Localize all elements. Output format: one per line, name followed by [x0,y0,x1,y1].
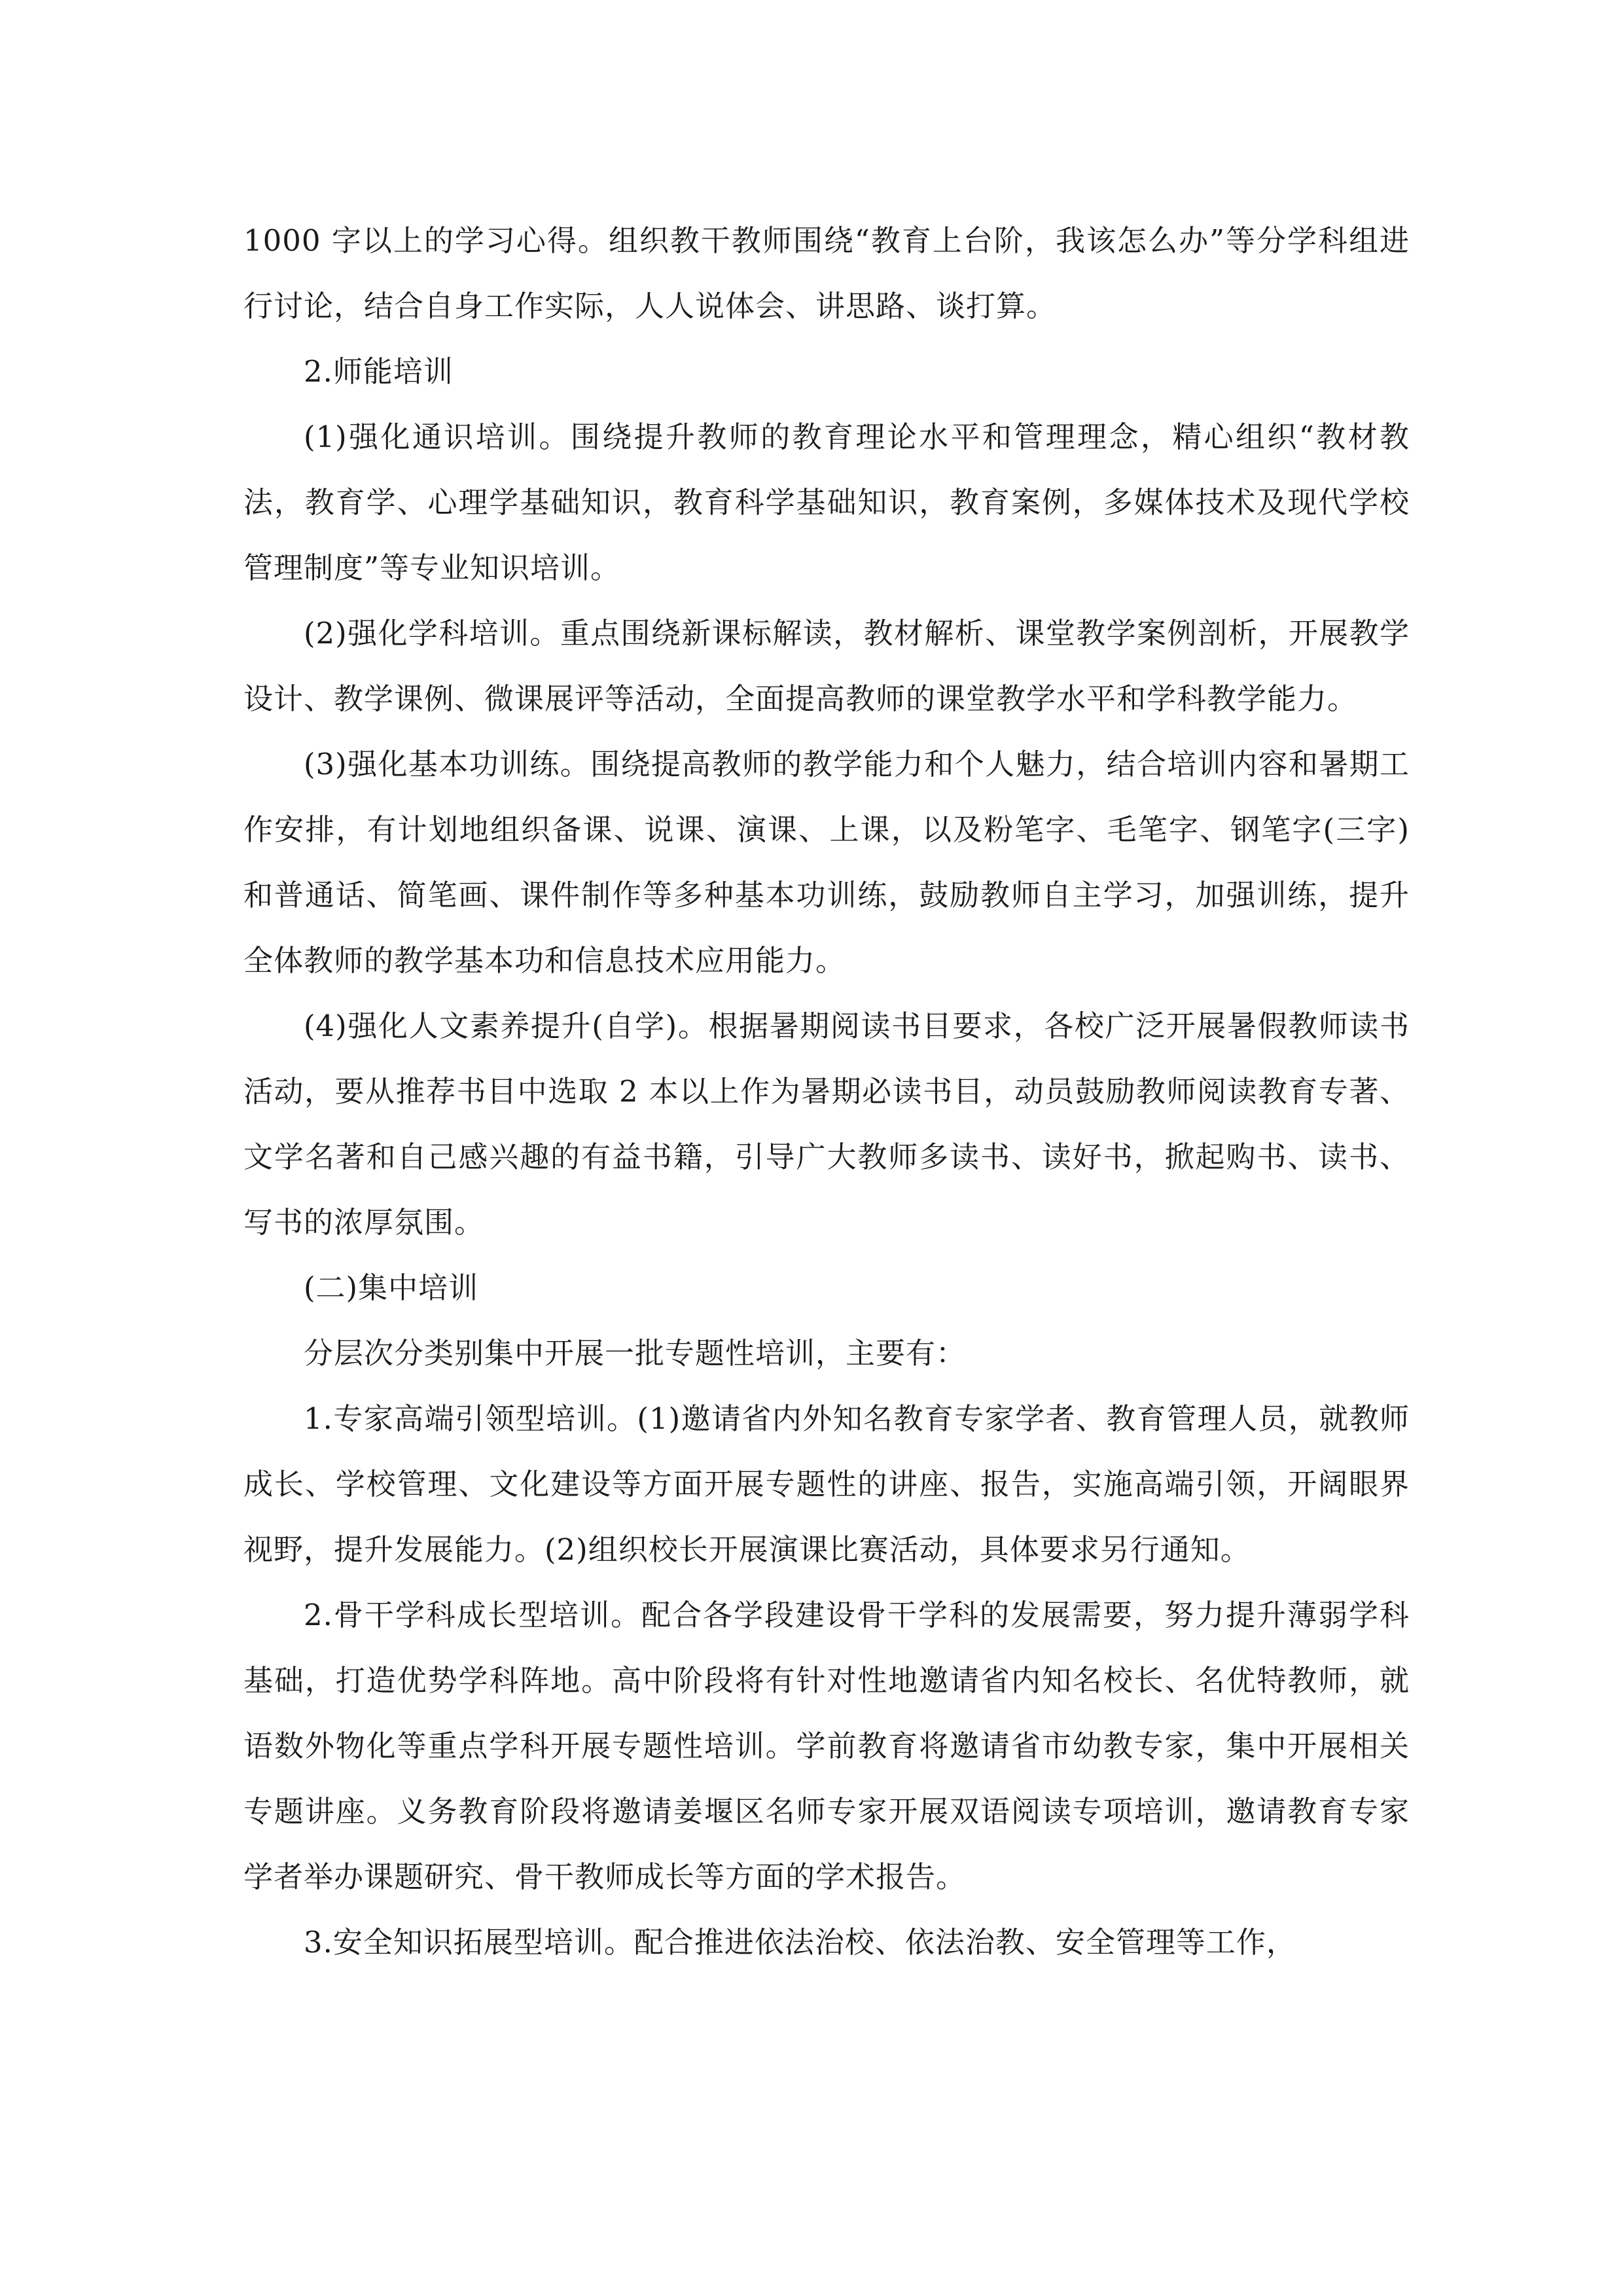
paragraph-subject-training: (2)强化学科培训。重点围绕新课标解读，教材解析、课堂教学案例剖析，开展教学设计、教学课例、微课展评等活动，全面提高教师的课堂教学水平和学科教学能力。 [243,616,1410,716]
section-heading-teacher-skills: 2.师能培训 [304,354,454,389]
paragraph-study-notes: 1000 字以上的学习心得。组织教干教师围绕“教育上台阶，我该怎么办”等分学科组进行讨论，结合自身工作实际，人人说体会、讲思路、谈打算。 [243,223,1410,323]
section-heading-centralized-training: (二)集中培训 [304,1270,479,1305]
paragraph-centralized-intro: 分层次分类别集中开展一批专题性培训，主要有： [304,1336,967,1371]
paragraph-safety-training: 3.安全知识拓展型培训。配合推进依法治校、依法治教、安全管理等工作， [304,1925,1296,1960]
paragraph-expert-training: 1.专家高端引领型培训。(1)邀请省内外知名教育专家学者、教育管理人员，就教师成长、学校管理、文化建设等方面开展专题性的讲座、报告，实施高端引领，开阔眼界视野，提升发展能力。(2)组织校长开展演课比赛活动，具体要求另行通知。 [243,1401,1410,1567]
paragraph-general-training: (1)强化通识培训。围绕提升教师的教育理论水平和管理理念，精心组织“教材教法，教育学、心理学基础知识，教育科学基础知识，教育案例，多媒体技术及现代学校管理制度”等专业知识培训。 [243,420,1410,585]
paragraph-core-subject-training: 2.骨干学科成长型培训。配合各学段建设骨干学科的发展需要，努力提升薄弱学科基础，打造优势学科阵地。高中阶段将有针对性地邀请省内知名校长、名优特教师，就语数外物化等重点学科开展专题性培训。学前教育将邀请省市幼教专家，集中开展相关专题讲座。义务教育阶段将邀请姜堰区名师专家开展双语阅读专项培训，邀请教育专家学者举办课题研究、骨干教师成长等方面的学术报告。 [243,1598,1410,1894]
document-body [243,208,1410,1975]
paragraph-basic-skills-training: (3)强化基本功训练。围绕提高教师的教学能力和个人魅力，结合培训内容和暑期工作安排，有计划地组织备课、说课、演课、上课，以及粉笔字、毛笔字、钢笔字(三字)和普通话、简笔画、课件制作等多种基本功训练，鼓励教师自主学习，加强训练，提升全体教师的教学基本功和信息技术应用能力。 [243,747,1410,978]
paragraph-humanities-literacy: (4)强化人文素养提升(自学)。根据暑期阅读书目要求，各校广泛开展暑假教师读书活动，要从推荐书目中选取 2 本以上作为暑期必读书目，动员鼓励教师阅读教育专著、文学名著和自己感兴趣的有益书籍，引导广大教师多读书、读好书，掀起购书、读书、写书的浓厚氛围。 [243,1009,1410,1240]
